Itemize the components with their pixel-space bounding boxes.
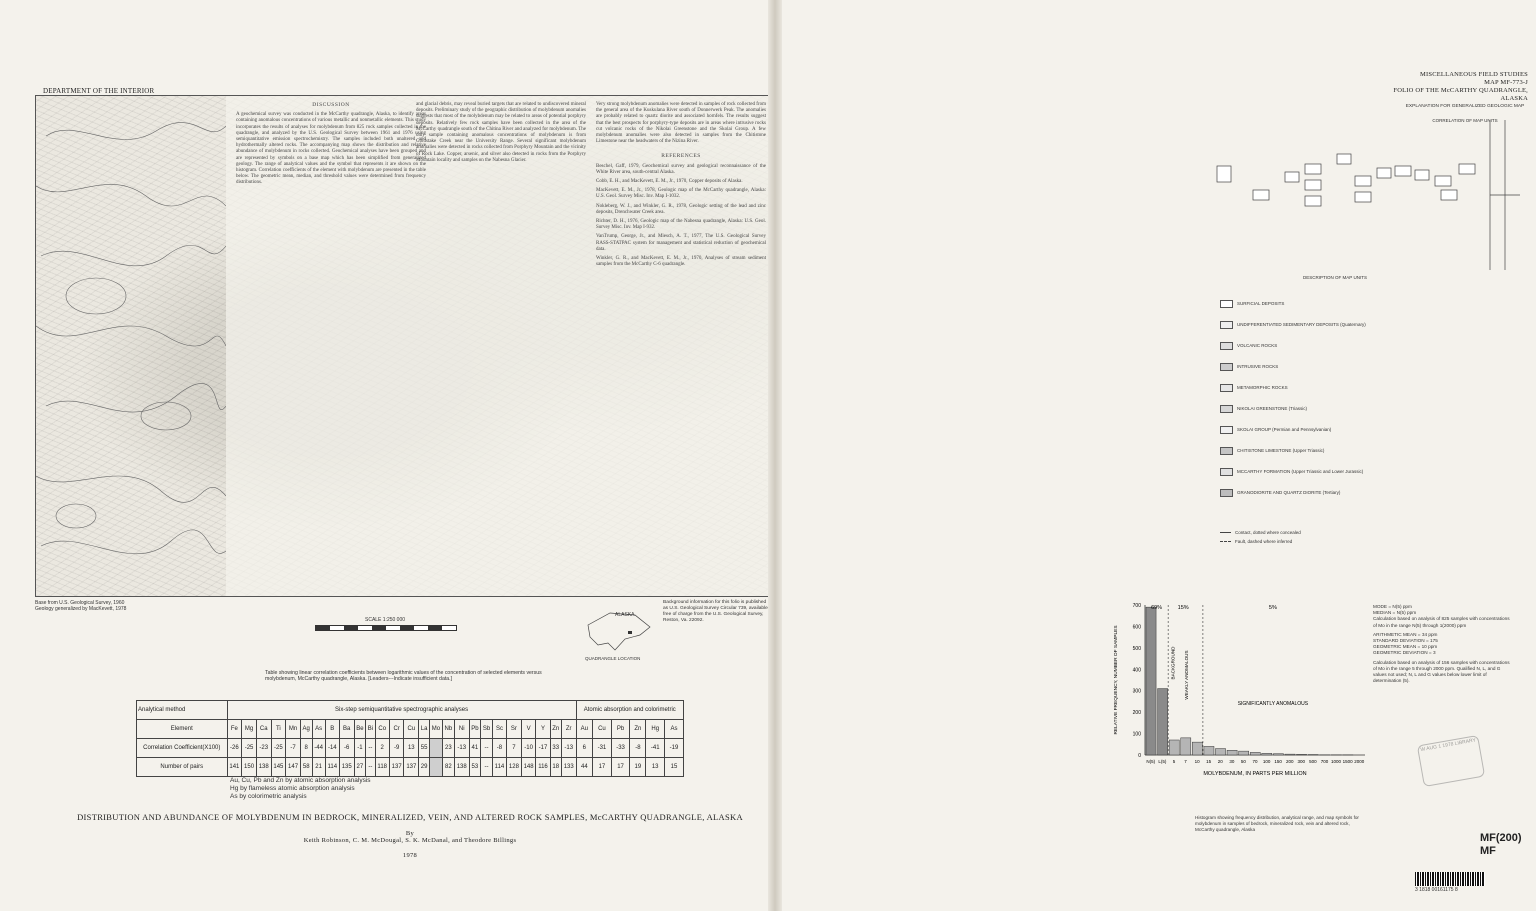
table-cell: 147 [286, 758, 301, 777]
table-cell: Ba [339, 720, 354, 739]
table-cell: Cu [593, 720, 612, 739]
table-cell: 133 [561, 758, 576, 777]
table-cell: 114 [325, 758, 339, 777]
table-cell: 6 [576, 739, 593, 758]
background-note: Background information for this folio is published as U.S. Geological Survey Circular 739, available free of charge from the U.S. Geological Survey, Reston, Va. 22092. [663, 600, 768, 623]
table-cell: -19 [665, 739, 684, 758]
table-cell: Bi [366, 720, 375, 739]
table-cell: -1 [354, 739, 366, 758]
table-cell: 15 [665, 758, 684, 777]
histogram-bar [1250, 752, 1260, 755]
table-caption: Table showing linear correlation coefficients between logarithmic values of the concentration of selected elements versus molybdenum, McCarthy quadrangle, Alaska. [Leaders---Indicate insufficient data.] [265, 670, 542, 683]
table-cell: Ti [271, 720, 286, 739]
fault-note: Fault, dashed where inferred [1220, 539, 1292, 544]
table-cell: -10 [521, 739, 536, 758]
table-cell: 8 [300, 739, 312, 758]
table-cell: 19 [630, 758, 646, 777]
table-cell: Y [536, 720, 550, 739]
table-cell: 41 [469, 739, 481, 758]
x-tick-label: 5 [1172, 759, 1176, 764]
y-tick-label: 400 [1132, 667, 1141, 674]
percent-label: 5% [1268, 605, 1277, 611]
table-cell: 138 [256, 758, 271, 777]
table-cell [430, 758, 443, 777]
legend-swatch-icon [1220, 384, 1233, 392]
table-cell: 18 [550, 758, 561, 777]
table-cell: B [325, 720, 339, 739]
reference-item: Cobb, E. H., and MacKevett, E. M., Jr., 1970, Copper deposits of Alaska. [596, 179, 743, 185]
table-cell: -- [481, 758, 493, 777]
table-cell: 137 [389, 758, 404, 777]
alaska-label: ALASKA [615, 612, 635, 618]
discussion-column-1: DISCUSSION A geochemical survey was conducted in the McCarthy quadrangle, Alaska, to identify areas containing anomalous concentrations of various metallic and nonmetallic elements. This study incorporates the results of analyses for molybdenum from 825 rock samples collected in the quadrangle, and analyzed by the U.S. Geological Survey between 1961 and 1976 using semiquantitative emission spectrochemistry. The samples included both unaltered and hydrothermally altered rocks. The accompanying map shows the distribution and relative abundance of molybdenum in rocks collected. Geochemical analyses have been grouped and are represented by symbols on a base map which has been simplified from generalized geology. The range of analytical values and the symbol that represents it are shown on the histogram. Correlation coefficients of the element with molybdenum are presented in the table below. The geometric mean, median, and threshold values were determined from frequency distributions. [236, 102, 426, 186]
table-cell: Fe [227, 720, 242, 739]
histogram-bar [1204, 746, 1214, 755]
table-cell: Cr [389, 720, 404, 739]
table-cell: V [521, 720, 536, 739]
table-row: Correlation Coefficient(X100) -26 -25 -23 -25 -7 8 -44 -14 -6 -1 -- 2 -9 13 55 23 -13 41 -- -8 7 -10 -17 33 -13 6 -31 -33 -8 -41 -19 [137, 739, 684, 758]
table-cell: Mg [242, 720, 257, 739]
histogram-bar [1192, 742, 1202, 755]
histogram-bar [1227, 750, 1237, 755]
legend-swatch-icon [1220, 489, 1233, 497]
table-cell: Ag [300, 720, 312, 739]
x-tick-label: 15 [1206, 759, 1212, 764]
table-cell: Mo [430, 720, 443, 739]
table-cell: -7 [286, 739, 301, 758]
table-cell: -- [366, 739, 375, 758]
y-tick-label: 300 [1132, 688, 1141, 695]
table-cell: Pb [611, 720, 630, 739]
description-title: DESCRIPTION OF MAP UNITS [1303, 275, 1367, 280]
y-tick-label: 200 [1132, 710, 1141, 717]
table-cell: 148 [521, 758, 536, 777]
table-cell: Be [354, 720, 366, 739]
reference-item: MacKevett, E. M., Jr., 1978, Geologic map of the McCarthy quadrangle, Alaska: U.S. Geol. Survey Misc. Inv. Map I-1032. [596, 188, 766, 200]
x-tick-label: 7 [1184, 759, 1187, 764]
table-cell: 17 [611, 758, 630, 777]
table-cell: Sr [507, 720, 522, 739]
table-row: Number of pairs 141 150 138 145 147 58 21 114 135 27 -- 118 137 137 29 82 138 53 -- 114 128 148 116 18 133 44 17 17 19 13 15 [137, 758, 684, 777]
year: 1978 [402, 852, 418, 859]
legend-unit: SKOLAI GROUP (Permian and Pennsylvanian) [1220, 426, 1331, 434]
table-cell: Sb [481, 720, 493, 739]
x-tick-label: 300 [1297, 759, 1306, 764]
contact-line-icon [1220, 532, 1231, 533]
explanation-title: EXPLANATION FOR GENERALIZED GEOLOGIC MAP [1405, 104, 1525, 109]
x-tick-label: 500 [1309, 759, 1317, 764]
barcode-number: 3 1818 00161175 8 [1415, 887, 1458, 893]
x-tick-label: N(5) [1146, 759, 1156, 764]
region-label: BACKGROUND [1170, 646, 1176, 680]
discussion-column-2: and glacial debris, may reveal buried targets that are related to undiscovered mineral deposits. Preliminary study of the geographic distribution of molybdenum anomalies suggests that most of the molybdenum may be related to areas of potential porphyry deposits. Relatively few rock samples have been collected in the area of the McCarthy quadrangle south of the Chitina River and analyzed for molybdenum. The only sample containing anomalous concentrations of molybdenum is from Goldstake Creek near the University Range. Several significant molybdenum anomalies were detected in rocks collected from Porphyry Mountain and the vicinity of Rock Lake. Copper, arsenic, and silver also detected in rocks from the Porphyry Mountain locality and samples on the Nabesna Glacier. [416, 102, 586, 163]
location-label: QUADRANGLE LOCATION [585, 656, 641, 661]
table-cell: As [312, 720, 325, 739]
table-cell: 2 [375, 739, 389, 758]
histogram-bar [1146, 607, 1156, 755]
legend-unit: NIKOLAI GREENSTONE (Triassic) [1220, 405, 1307, 413]
histogram-bar [1215, 749, 1225, 755]
table-cell: Zn [630, 720, 646, 739]
table-cell: 7 [507, 739, 522, 758]
table-cell: La [419, 720, 430, 739]
table-cell: -13 [454, 739, 469, 758]
table-cell: Ni [454, 720, 469, 739]
table-cell: -33 [611, 739, 630, 758]
x-tick-label: L(5) [1158, 759, 1167, 764]
reference-item: Richter, D. H., 1976, Geologic map of the Nabesna quadrangle, Alaska: U.S. Geol. Survey Misc. Inv. Map I-932. [596, 219, 766, 231]
table-cell: 55 [419, 739, 430, 758]
correlation-table: Analytical method Six-step semiquantitative spectrographic analyses Atomic absorption and colorimetric Element Fe Mg Ca Ti Mn Ag As B Ba Be Bi Co Cr Cu La Mo Nb Ni Pb Sb Sc Sr V Y Zn Zr Au Cu Pb Zn Hg As Correlation Coefficient(X100) -26 -25 -23 -25 -7 8 -44 -14 -6 -1 -- 2 -9 13 55 23 -13 41 -- -8 7 -10 -17 33 -13 6 -31 -33 -8 -41 -19 Number of pairs 141 150 138 145 147 58 21 114 135 27 -- 118 137 137 29 82 138 53 -- 114 128 148 116 18 133 44 17 17 19 13 15 [136, 700, 684, 777]
histogram-bar [1158, 689, 1168, 755]
table-cell: Sc [492, 720, 506, 739]
region-label: WEAKLY ANOMALOUS [1184, 650, 1190, 700]
table-cell: Au [576, 720, 593, 739]
legend-swatch-icon [1220, 468, 1233, 476]
legend-unit: INTRUSIVE ROCKS [1220, 363, 1278, 371]
table-cell: -25 [242, 739, 257, 758]
header-right: MISCELLANEOUS FIELD STUDIES MAP MF-773-J FOLIO OF THE McCARTHY QUADRANGLE, ALASKA [1393, 71, 1528, 102]
table-cell: 33 [550, 739, 561, 758]
table-cell: As [665, 720, 684, 739]
legend-swatch-icon [1220, 447, 1233, 455]
table-cell: 118 [375, 758, 389, 777]
table-cell: 27 [354, 758, 366, 777]
molybdenum-histogram [1105, 595, 1375, 810]
table-cell: -41 [646, 739, 665, 758]
x-tick-label: 2000 [1354, 759, 1365, 764]
legend-swatch-icon [1220, 300, 1233, 308]
x-tick-label: 700 [1320, 759, 1329, 764]
table-cell: 137 [404, 758, 419, 777]
table-cell: 23 [442, 739, 454, 758]
legend-unit: METAMORPHIC ROCKS [1220, 384, 1288, 392]
percent-label: 69% [1151, 605, 1163, 611]
references-list [596, 164, 766, 269]
y-tick-label: 700 [1132, 603, 1141, 609]
authors: Keith Robinson, C. M. McDougal, S. K. McDanal, and Theodore Billings [303, 837, 517, 844]
histogram-bar [1181, 738, 1191, 755]
legend-unit: VOLCANIC ROCKS [1220, 342, 1277, 350]
legend-unit: CHITISTONE LIMESTONE (Upper Triassic) [1220, 447, 1324, 455]
table-cell [430, 739, 443, 758]
table-cell: -9 [389, 739, 404, 758]
histogram-bar [1297, 754, 1307, 755]
legend-swatch-icon [1220, 342, 1233, 350]
table-cell: Ca [256, 720, 271, 739]
table-cell: Pb [469, 720, 481, 739]
legend-unit: SURFICIAL DEPOSITS [1220, 300, 1284, 308]
table-cell: 150 [242, 758, 257, 777]
table-cell: -- [481, 739, 493, 758]
discussion-panel [226, 96, 771, 596]
correlation-title: CORRELATION OF MAP UNITS [1432, 118, 1498, 123]
legend-unit: MCCARTHY FORMATION (Upper Triassic and Lower Jurassic) [1220, 468, 1363, 476]
footer-ref2: MF [1480, 845, 1496, 857]
footer-ref: MF(200) [1480, 832, 1522, 844]
x-tick-label: 10 [1194, 759, 1200, 764]
table-cell: -23 [256, 739, 271, 758]
table-cell: 53 [469, 758, 481, 777]
x-tick-label: 70 [1252, 759, 1258, 764]
y-tick-label: 0 [1138, 753, 1141, 759]
x-tick-label: 200 [1285, 759, 1294, 764]
table-cell: 116 [536, 758, 550, 777]
x-tick-label: 50 [1240, 759, 1246, 764]
legend-unit: GRANODIORITE AND QUARTZ DIORITE (Tertiary) [1220, 489, 1340, 497]
table-cell: 17 [593, 758, 612, 777]
legend-unit: UNDIFFERENTIATED SEDIMENTARY DEPOSITS (Quaternary) [1220, 321, 1366, 329]
table-cell: Mn [286, 720, 301, 739]
x-tick-label: 20 [1217, 759, 1223, 764]
legend-swatch-icon [1220, 426, 1233, 434]
table-cell: -44 [312, 739, 325, 758]
table-cell: -31 [593, 739, 612, 758]
table-cell: Nb [442, 720, 454, 739]
table-cell: Cu [404, 720, 419, 739]
y-axis-label: RELATIVE FREQUENCY, NUMBER OF SAMPLES [1114, 625, 1119, 735]
title-block: DISTRIBUTION AND ABUNDANCE OF MOLYBDENUM IN BEDROCK, MINERALIZED, VEIN, AND ALTERED ROCK SAMPLES, McCARTHY QUADRANGLE, ALASKA By Keith Robinson, C. M. McDougal, S. K. McDanal, and Theodore Billings 1978 [60, 812, 760, 859]
table-cell: -14 [325, 739, 339, 758]
table-cell: 138 [454, 758, 469, 777]
scale-label: SCALE 1:250 000 [365, 617, 406, 623]
scale-bar [315, 625, 457, 631]
table-cell: 29 [419, 758, 430, 777]
table-cell: -26 [227, 739, 242, 758]
table-cell: 44 [576, 758, 593, 777]
fault-line-icon [1220, 541, 1231, 542]
reference-item: VanTrump, George, Jr., and Miesch, A. T., 1977, The U.S. Geological Survey RASS-STATPAC system for management and statistical reduction of geochemical data. [596, 234, 766, 252]
legend-swatch-icon [1220, 321, 1233, 329]
x-tick-label: 1000 [1331, 759, 1342, 764]
table-footnotes: Au, Cu, Pb and Zn by atomic absorption analysis Hg by flameless atomic absorption analysis As by colorimetric analysis [230, 777, 371, 800]
geologic-map[interactable] [35, 95, 772, 597]
map-contours [36, 96, 226, 596]
table-cell: -8 [630, 739, 646, 758]
table-cell: Co [375, 720, 389, 739]
x-tick-label: 1500 [1342, 759, 1353, 764]
percent-label: 15% [1177, 605, 1189, 611]
table-cell: -25 [271, 739, 286, 758]
table-cell: 141 [227, 758, 242, 777]
histogram-caption: Histogram showing frequency distribution, analytical range, and map symbols for molybdenum in samples of bedrock, mineralized rock, vein and altered rock, McCarthy quadrangle, Alaska [1195, 815, 1359, 832]
table-cell: 128 [507, 758, 522, 777]
x-tick-label: 150 [1274, 759, 1282, 764]
table-cell: Hg [646, 720, 665, 739]
y-tick-label: 500 [1132, 645, 1141, 652]
table-cell: -17 [536, 739, 550, 758]
sheet-fold [768, 0, 782, 911]
base-note: Base from U.S. Geological Survey, 1960 Geology generalized by MacKevett, 1978 [35, 600, 127, 612]
y-tick-label: 100 [1132, 731, 1141, 738]
region-label: SIGNIFICANTLY ANOMALOUS [1237, 701, 1309, 707]
table-cell: 21 [312, 758, 325, 777]
table-cell: 145 [271, 758, 286, 777]
legend-swatch-icon [1220, 405, 1233, 413]
table-cell: 135 [339, 758, 354, 777]
reference-item: Nokleberg, W. J., and Winkler, G. R., 1978, Geologic setting of the lead and zinc deposits, Drenchwater Creek area. [596, 203, 766, 215]
histogram-bar [1262, 753, 1272, 755]
table-cell: 82 [442, 758, 454, 777]
barcode [1415, 872, 1485, 886]
table-cell: -13 [561, 739, 576, 758]
x-tick-label: 100 [1262, 759, 1271, 764]
table-cell: Zn [550, 720, 561, 739]
table-cell: 58 [300, 758, 312, 777]
map-title: DISTRIBUTION AND ABUNDANCE OF MOLYBDENUM IN BEDROCK, MINERALIZED, VEIN, AND ALTERED ROCK SAMPLES, McCARTHY QUADRANGLE, ALASKA [77, 812, 743, 822]
histogram-bar [1285, 754, 1295, 755]
table-cell: -- [366, 758, 375, 777]
library-stamp: W AUG 1 1978 LIBRARY [1417, 735, 1485, 787]
table-cell: 13 [646, 758, 665, 777]
reference-item: Winkler, G. R., and MacKevett, E. M., Jr., 1970, Analyses of stream sediment samples from the McCarthy C-6 quadrangle. [596, 256, 766, 268]
discussion-column-3: Very strong molybdenum anomalies were detected in samples of rock collected from the general area of the Kuskulana River south of Donnerwerk Peak. The anomalies are probably related to quartz diorite and associated hornfels. The results suggest that the best prospects for porphyry-type deposits are in areas where intrusive rocks cut volcanic rocks of the Nikolai Greenstone and the Skolai Group. A few molybdenum anomalies were also detected in samples from the Chitistone Limestone near the headwaters of the Nizina River. REFERENCES Beschel, Gaff, 1979, Geochemical survey and geological reconnaissance of the White River area, south-central Alaska. Cobb, E. H., and MacKevett, E. M., Jr., 1970, Copper deposits of Alaska. MacKevett, E. M., Jr., 1978, Geologic map of the McCarthy quadrangle, Alaska: U.S. Geol. Survey Misc. Inv. Map I-1032. Nokleberg, W. J., and Winkler, G. R., 1978, Geologic setting of the lead and zinc deposits, Drenchwater Creek area. Richter, D. H., 1976, Geologic map of the Nabesna quadrangle, Alaska: U.S. Geol. Survey Misc. Inv. Map I-932. VanTrump, George, Jr., and Miesch, A. T., 1977, The U.S. Geological Survey RASS-STATPAC system for management and statistical reduction of geochemical data. Winkler, G. R., and MacKevett, E. M., Jr., 1970, Analyses of stream sediment samples from the McCarthy C-6 quadrangle. [596, 102, 766, 268]
table-cell: 114 [492, 758, 506, 777]
table-row: Element Fe Mg Ca Ti Mn Ag As B Ba Be Bi Co Cr Cu La Mo Nb Ni Pb Sb Sc Sr V Y Zn Zr Au Cu Pb Zn Hg As [137, 720, 684, 739]
histogram-bar [1273, 754, 1283, 755]
header-left: DEPARTMENT OF THE INTERIOR [43, 87, 155, 95]
table-cell: -6 [339, 739, 354, 758]
x-axis-label: MOLYBDENUM, IN PARTS PER MILLION [1203, 771, 1307, 777]
table-cell: 13 [404, 739, 419, 758]
legend-swatch-icon [1220, 363, 1233, 371]
x-tick-label: 30 [1229, 759, 1235, 764]
correlation-chart [1205, 120, 1525, 270]
histogram-bar [1169, 740, 1179, 755]
table-cell: -8 [492, 739, 506, 758]
table-cell: Zr [561, 720, 576, 739]
contact-note: Contact, dotted where concealed [1220, 530, 1301, 535]
y-tick-label: 600 [1132, 624, 1141, 631]
histogram-bar [1239, 751, 1249, 755]
histogram-stats: MODE = N(5) ppm MEDIAN = N(5) ppm Calculation based on analysis of 825 samples with concentrations of Mo in the range N(5) through 1(2000) ppm ARITHMETIC MEAN = 34 ppm STANDARD DEVIATION = 175 GEOMETRIC MEAN = 10 ppm GEOMETRIC DEVIATION = 3 Calculation based on analysis of 156 samples with concentrations of Mo in the range 5 through 2000 ppm. Qualified N, L, and G values not used; N, L and G values below lower limit of determination (5). [1373, 604, 1510, 684]
reference-item: Beschel, Gaff, 1979, Geochemical survey and geological reconnaissance of the White River area, south-central Alaska. [596, 163, 766, 175]
